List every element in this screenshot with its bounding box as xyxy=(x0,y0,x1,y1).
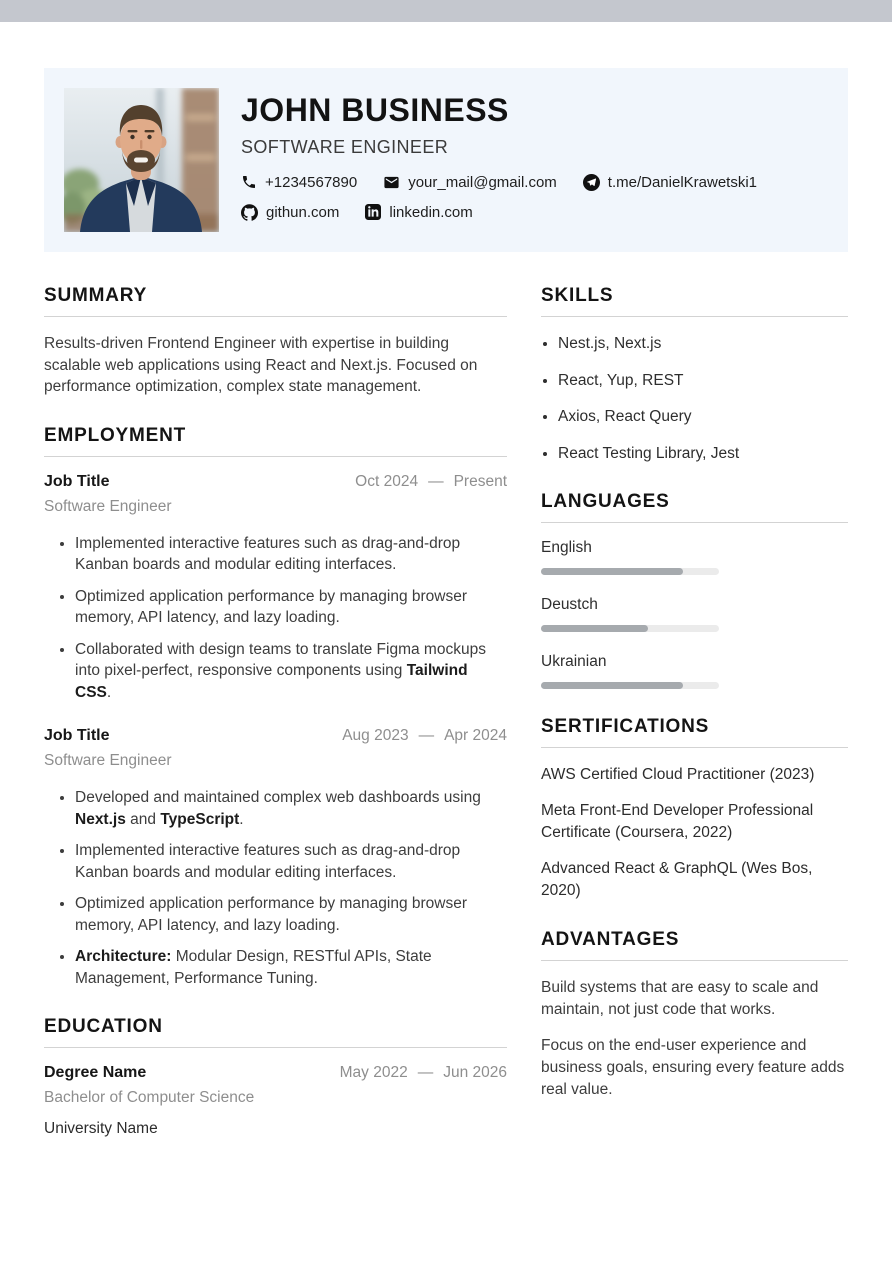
job-subtitle: Software Engineer xyxy=(44,497,172,515)
language-level-track xyxy=(541,568,719,575)
education-entry xyxy=(44,1064,507,1138)
language-list xyxy=(541,539,848,689)
right-column xyxy=(541,285,848,1128)
job-bullet: • Collaborated with design teams to translate Figma mockups into pixel-perfect, responsive components using Tailwind CSS. xyxy=(75,639,507,704)
degree-date-separator: — xyxy=(417,1064,434,1081)
section-skills xyxy=(541,285,848,464)
section-summary xyxy=(44,285,507,398)
contact-row-1 xyxy=(241,174,757,191)
job-entry xyxy=(44,473,507,704)
job-subtitle: Software Engineer xyxy=(44,752,172,769)
languages-heading: LANGUAGES xyxy=(541,491,848,523)
contact-email[interactable] xyxy=(383,174,557,191)
degree-dates xyxy=(340,1064,507,1082)
profile-photo xyxy=(64,88,219,232)
job-bullet: • Implemented interactive features such as drag-and-drop Kanban boards and modular editing interfaces. xyxy=(75,840,507,883)
contact-email-text: your_mail@gmail.com xyxy=(408,173,557,191)
telegram-icon xyxy=(583,174,600,191)
employment-heading: EMPLOYMENT xyxy=(44,425,507,457)
language-level-fill xyxy=(541,625,648,632)
job-dates xyxy=(342,727,507,745)
section-languages xyxy=(541,491,848,689)
header-card xyxy=(44,68,848,252)
job-date-separator: — xyxy=(428,472,444,490)
degree-title: Degree Name xyxy=(44,1064,147,1081)
language-level-fill xyxy=(541,682,683,689)
job-bullet: • Optimized application performance by managing browser memory, API latency, and lazy loading. xyxy=(75,586,507,629)
resume-page xyxy=(0,68,892,1205)
phone-icon xyxy=(241,174,257,190)
section-certifications xyxy=(541,716,848,902)
contact-telegram[interactable] xyxy=(583,174,757,191)
job-title: Job Title xyxy=(44,727,110,744)
job-list xyxy=(44,473,507,990)
education-heading: EDUCATION xyxy=(44,1016,507,1048)
job-bullet-list xyxy=(44,787,507,989)
language-item xyxy=(541,539,848,575)
certification-list xyxy=(541,764,848,902)
contact-telegram-text: t.me/DanielKrawetski1 xyxy=(607,173,758,191)
job-bullet: • Developed and maintained complex web dashboards using Next.js and TypeScript. xyxy=(75,787,507,830)
job-date-start: Aug 2023 xyxy=(342,727,409,744)
left-column xyxy=(44,285,507,1165)
job-bullet: • Optimized application performance by managing browser memory, API latency, and lazy loading. xyxy=(75,893,507,936)
contact-rows xyxy=(241,174,757,221)
job-date-start: Oct 2024 xyxy=(355,472,419,490)
language-name: Deustch xyxy=(541,595,598,613)
advantages-heading: ADVANTAGES xyxy=(541,929,848,961)
skill-item: • Axios, React Query xyxy=(558,406,848,427)
job-bullet-list xyxy=(44,533,507,704)
job-date-separator: — xyxy=(418,727,435,744)
top-band xyxy=(0,0,892,22)
language-name: English xyxy=(541,538,592,556)
university-name: University Name xyxy=(44,1120,158,1137)
certifications-heading: SERTIFICATIONS xyxy=(541,716,848,748)
contact-github-text: githun.com xyxy=(266,203,340,221)
skill-item: • React, Yup, REST xyxy=(558,370,848,391)
section-employment xyxy=(44,425,507,990)
contact-phone[interactable] xyxy=(241,174,357,191)
header-main xyxy=(241,88,757,232)
certification-item: Advanced React & GraphQL (Wes Bos, 2020) xyxy=(541,859,813,899)
language-level-track xyxy=(541,625,719,632)
degree-date-start: May 2022 xyxy=(339,1064,408,1081)
profile-photo-illustration xyxy=(64,88,219,232)
degree-date-end: Jun 2026 xyxy=(443,1064,507,1081)
contact-github[interactable] xyxy=(241,204,339,221)
summary-text: Results-driven Frontend Engineer with expertise in building scalable web applications using React and Next.js. Focused on performance optimization, complex state management. xyxy=(44,335,478,395)
advantage-item: Focus on the end-user experience and business goals, ensuring every feature adds real value. xyxy=(541,1036,845,1098)
section-education xyxy=(44,1016,507,1138)
mail-icon xyxy=(383,174,400,191)
language-level-track xyxy=(541,682,719,689)
job-title: Job Title xyxy=(44,472,110,490)
skill-item: • Nest.js, Next.js xyxy=(558,333,848,354)
degree-subtitle: Bachelor of Computer Science xyxy=(44,1089,255,1106)
job-date-end: Apr 2024 xyxy=(444,727,507,744)
language-name: Ukrainian xyxy=(541,652,607,670)
contact-linkedin-text: linkedin.com xyxy=(389,203,473,221)
skill-item: • React Testing Library, Jest xyxy=(558,443,848,464)
advantage-item: Build systems that are easy to scale and maintain, not just code that works. xyxy=(541,978,819,1018)
language-level-fill xyxy=(541,568,683,575)
job-bullet: • Architecture: Modular Design, RESTful APIs, State Management, Performance Tuning. xyxy=(75,946,507,989)
certification-item: AWS Certified Cloud Practitioner (2023) xyxy=(541,765,815,783)
contact-linkedin[interactable] xyxy=(365,204,472,221)
skills-heading: SKILLS xyxy=(541,285,848,317)
job-date-end: Present xyxy=(453,472,507,490)
advantages-list xyxy=(541,977,848,1101)
person-title: SOFTWARE ENGINEER xyxy=(241,136,449,157)
certification-item: Meta Front-End Developer Professional Certificate (Coursera, 2022) xyxy=(541,801,814,841)
education-entry-head xyxy=(44,1064,507,1082)
summary-heading: SUMMARY xyxy=(44,285,507,317)
content-columns xyxy=(44,285,848,1165)
github-icon xyxy=(241,204,258,221)
job-dates xyxy=(355,473,507,491)
skills-list xyxy=(541,333,848,464)
job-entry-head xyxy=(44,727,507,745)
language-item xyxy=(541,653,848,689)
linkedin-icon xyxy=(365,204,381,220)
language-item xyxy=(541,596,848,632)
contact-row-2 xyxy=(241,204,757,221)
job-entry-head xyxy=(44,473,507,491)
job-entry xyxy=(44,727,507,989)
contact-phone-text: +1234567890 xyxy=(265,173,358,191)
section-advantages xyxy=(541,929,848,1101)
person-name: JOHN BUSINESS xyxy=(241,92,509,128)
job-bullet: • Implemented interactive features such as drag-and-drop Kanban boards and modular editing interfaces. xyxy=(75,533,507,576)
